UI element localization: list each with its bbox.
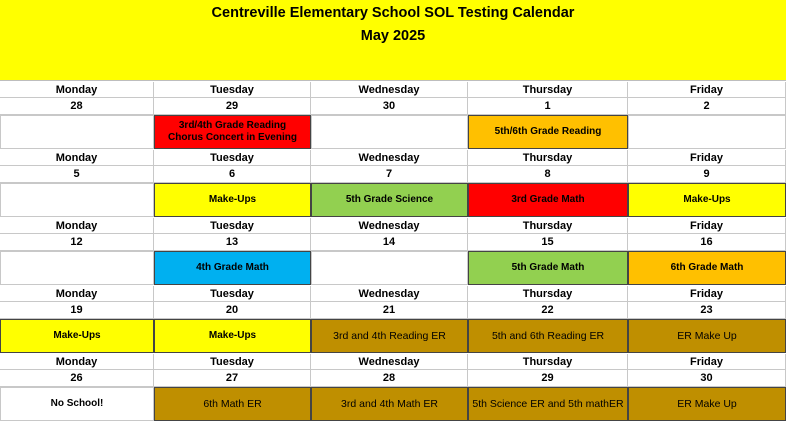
week-3-day-number-row <box>0 234 786 251</box>
day-number: 1 <box>468 98 628 115</box>
empty-event-cell <box>628 115 786 149</box>
day-number: 22 <box>468 302 628 319</box>
day-name: Wednesday <box>311 286 468 302</box>
empty-event-cell <box>0 115 154 149</box>
day-name: Thursday <box>468 354 628 370</box>
day-name: Friday <box>628 218 786 234</box>
event-cell: Make-Ups <box>628 183 786 217</box>
day-name: Wednesday <box>311 354 468 370</box>
day-name: Monday <box>0 286 154 302</box>
day-name: Friday <box>628 286 786 302</box>
day-number: 14 <box>311 234 468 251</box>
week-3-day-name-row <box>0 218 786 234</box>
day-number: 2 <box>628 98 786 115</box>
week-4-event-cell-row <box>0 319 786 353</box>
calendar-month: May 2025 <box>360 28 426 44</box>
day-name: Tuesday <box>154 286 311 302</box>
day-name: Thursday <box>468 286 628 302</box>
week-1-event-cell-row <box>0 115 786 149</box>
day-number: 7 <box>311 166 468 183</box>
week-4-day-number-row <box>0 302 786 319</box>
week-1-day-number-row <box>0 98 786 115</box>
day-name: Tuesday <box>154 150 311 166</box>
day-name: Monday <box>0 82 154 98</box>
event-cell: No School! <box>0 387 154 421</box>
week-5-event-cell-row <box>0 387 786 421</box>
day-number: 13 <box>154 234 311 251</box>
day-name: Friday <box>628 82 786 98</box>
day-number: 16 <box>628 234 786 251</box>
event-cell: 6th Grade Math <box>628 251 786 285</box>
day-name: Wednesday <box>311 150 468 166</box>
day-number: 9 <box>628 166 786 183</box>
event-cell: Make-Ups <box>154 183 311 217</box>
day-number: 21 <box>311 302 468 319</box>
event-cell: 3rd/4th Grade Reading Chorus Concert in Evening <box>154 115 311 149</box>
event-cell: Make-Ups <box>154 319 311 353</box>
event-cell: 4th Grade Math <box>154 251 311 285</box>
day-name: Monday <box>0 218 154 234</box>
calendar-title: Centreville Elementary School SOL Testing Calendar <box>211 5 575 21</box>
day-number: 23 <box>628 302 786 319</box>
day-number: 29 <box>154 98 311 115</box>
week-5-day-name-row <box>0 354 786 370</box>
day-number: 20 <box>154 302 311 319</box>
day-name: Thursday <box>468 82 628 98</box>
day-number: 27 <box>154 370 311 387</box>
event-cell: 5th Grade Math <box>468 251 628 285</box>
empty-event-cell <box>311 251 468 285</box>
day-name: Monday <box>0 354 154 370</box>
day-name: Tuesday <box>154 82 311 98</box>
day-number: 19 <box>0 302 154 319</box>
event-cell: 5th Grade Science <box>311 183 468 217</box>
empty-event-cell <box>0 183 154 217</box>
day-number: 30 <box>628 370 786 387</box>
day-number: 5 <box>0 166 154 183</box>
day-name: Tuesday <box>154 218 311 234</box>
event-cell: 5th and 6th Reading ER <box>468 319 628 353</box>
day-number: 6 <box>154 166 311 183</box>
week-5-day-number-row <box>0 370 786 387</box>
week-1-day-name-row <box>0 82 786 98</box>
day-number: 28 <box>311 370 468 387</box>
week-2-event-cell-row <box>0 183 786 217</box>
day-number: 30 <box>311 98 468 115</box>
day-name: Friday <box>628 150 786 166</box>
week-2-day-name-row <box>0 150 786 166</box>
event-cell: ER Make Up <box>628 319 786 353</box>
week-2-day-number-row <box>0 166 786 183</box>
event-cell: 3rd and 4th Math ER <box>311 387 468 421</box>
event-cell: ER Make Up <box>628 387 786 421</box>
day-number: 15 <box>468 234 628 251</box>
event-cell: 3rd and 4th Reading ER <box>311 319 468 353</box>
day-number: 26 <box>0 370 154 387</box>
calendar-header <box>0 0 786 81</box>
day-number: 29 <box>468 370 628 387</box>
day-name: Wednesday <box>311 82 468 98</box>
day-name: Thursday <box>468 218 628 234</box>
event-cell: 5th/6th Grade Reading <box>468 115 628 149</box>
empty-event-cell <box>0 251 154 285</box>
event-cell: 3rd Grade Math <box>468 183 628 217</box>
day-number: 8 <box>468 166 628 183</box>
day-number: 12 <box>0 234 154 251</box>
day-name: Tuesday <box>154 354 311 370</box>
day-name: Monday <box>0 150 154 166</box>
day-number: 28 <box>0 98 154 115</box>
event-cell: 5th Science ER and 5th mathER <box>468 387 628 421</box>
week-3-event-cell-row <box>0 251 786 285</box>
day-name: Thursday <box>468 150 628 166</box>
day-name: Friday <box>628 354 786 370</box>
day-name: Wednesday <box>311 218 468 234</box>
week-4-day-name-row <box>0 286 786 302</box>
event-cell: Make-Ups <box>0 319 154 353</box>
empty-event-cell <box>311 115 468 149</box>
event-cell: 6th Math ER <box>154 387 311 421</box>
